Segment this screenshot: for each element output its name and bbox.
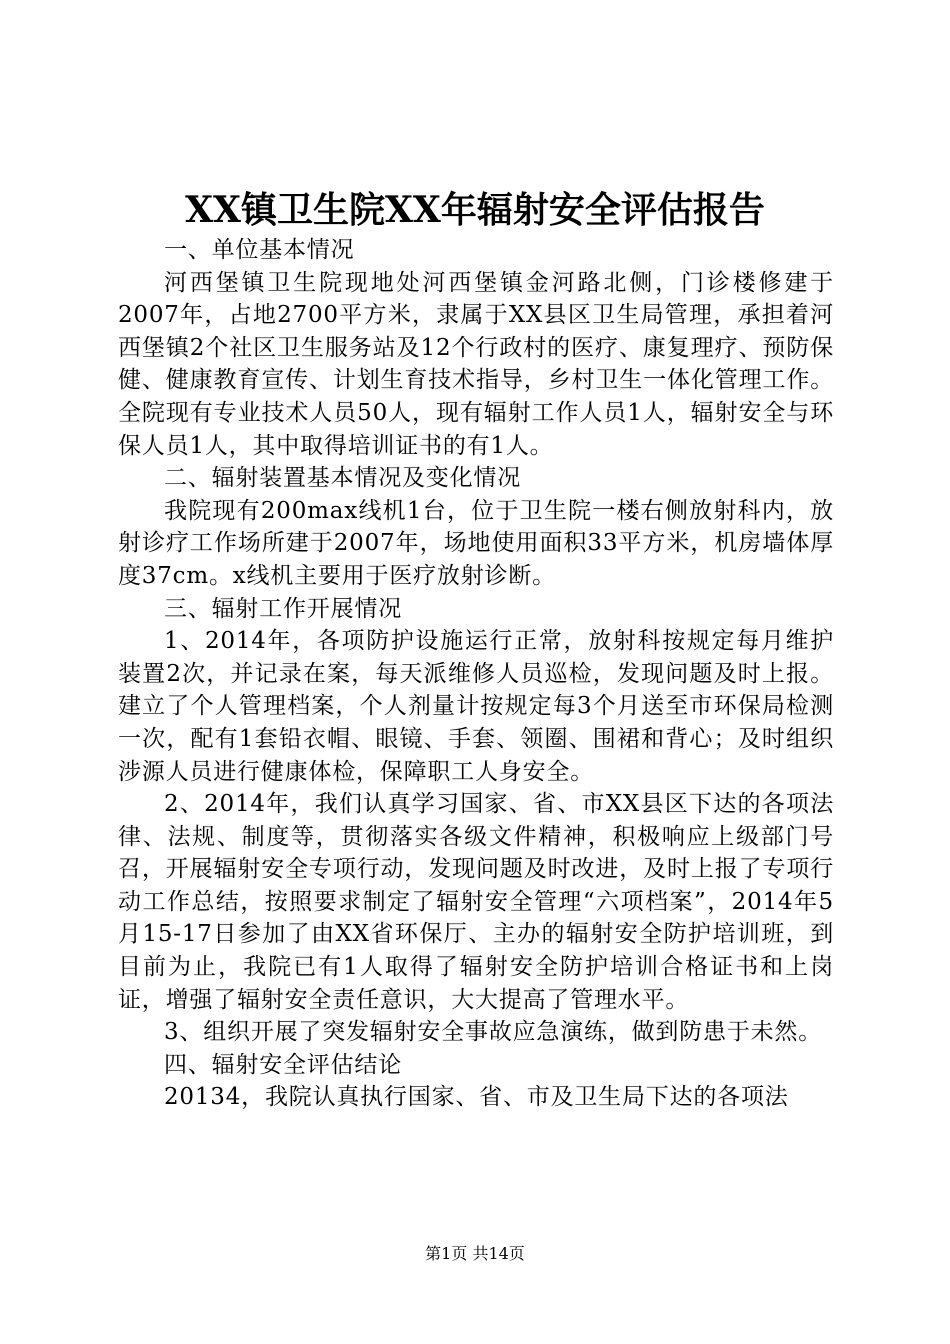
section-heading-1: 一、单位基本情况 [164, 237, 355, 263]
section-heading-4: 四、辐射安全评估结论 [164, 1051, 402, 1078]
section-heading-2: 二、辐射装置基本情况及变化情况 [164, 465, 521, 492]
section-heading-3: 三、辐射工作开展情况 [164, 595, 402, 622]
paragraph-work-item-1: 1、2014年，各项防护设施运行正常，放射科按规定每月维护装置2次，并记录在案，每天派维修人员巡检，发现问题及时上报。建立了个人管理档案，个人剂量计按规定每3个月送至市环保局检测一次，配有1套铅衣帽、眼镜、手套、领圈、围裙和背心；及时组织涉源人员进行健康体检，保障职工人身安全。 [118, 628, 834, 785]
paragraph-work-item-3: 3、组织开展了突发辐射安全事故应急演练，做到防患于未然。 [164, 1019, 823, 1046]
document-body [118, 234, 834, 1114]
page-footer: 第1页 共14页 [425, 1244, 525, 1263]
document-title: XX镇卫生院XX年辐射安全评估报告 [185, 189, 765, 231]
paragraph-conclusion: 20134，我院认真执行国家、省、市及卫生局下达的各项法 [164, 1084, 789, 1111]
paragraph-unit-info: 河西堡镇卫生院现地处河西堡镇金河路北侧，门诊楼修建于2007年，占地2700平方米，隶属于XX县区卫生局管理，承担着河西堡镇2个社区卫生服务站及12个行政村的医疗、康复理疗、预防保健、健康教育宣传、计划生育技术指导，乡村卫生一体化管理工作。全院现有专业技术人员50人，现有辐射工作人员1人，辐射安全与环保人员1人，其中取得培训证书的有1人。 [118, 269, 834, 459]
paragraph-work-item-2: 2、2014年，我们认真学习国家、省、市XX县区下达的各项法律、法规、制度等，贯彻落实各级文件精神，积极响应上级部门号召，开展辐射安全专项行动，发现问题及时改进，及时上报了专项行动工作总结，按照要求制定了辐射安全管理“六项档案”，2014年5月15-17日参加了由XX省环保厅、主办的辐射安全防护培训班，到目前为止，我院已有1人取得了辐射安全防护培训合格证书和上岗证，增强了辐射安全责任意识，大大提高了管理水平。 [118, 791, 834, 1013]
paragraph-device-info: 我院现有200max线机1台，位于卫生院一楼右侧放射科内，放射诊疗工作场所建于2007年，场地使用面积33平方米，机房墙体厚度37cm。x线机主要用于医疗放射诊断。 [118, 497, 834, 589]
